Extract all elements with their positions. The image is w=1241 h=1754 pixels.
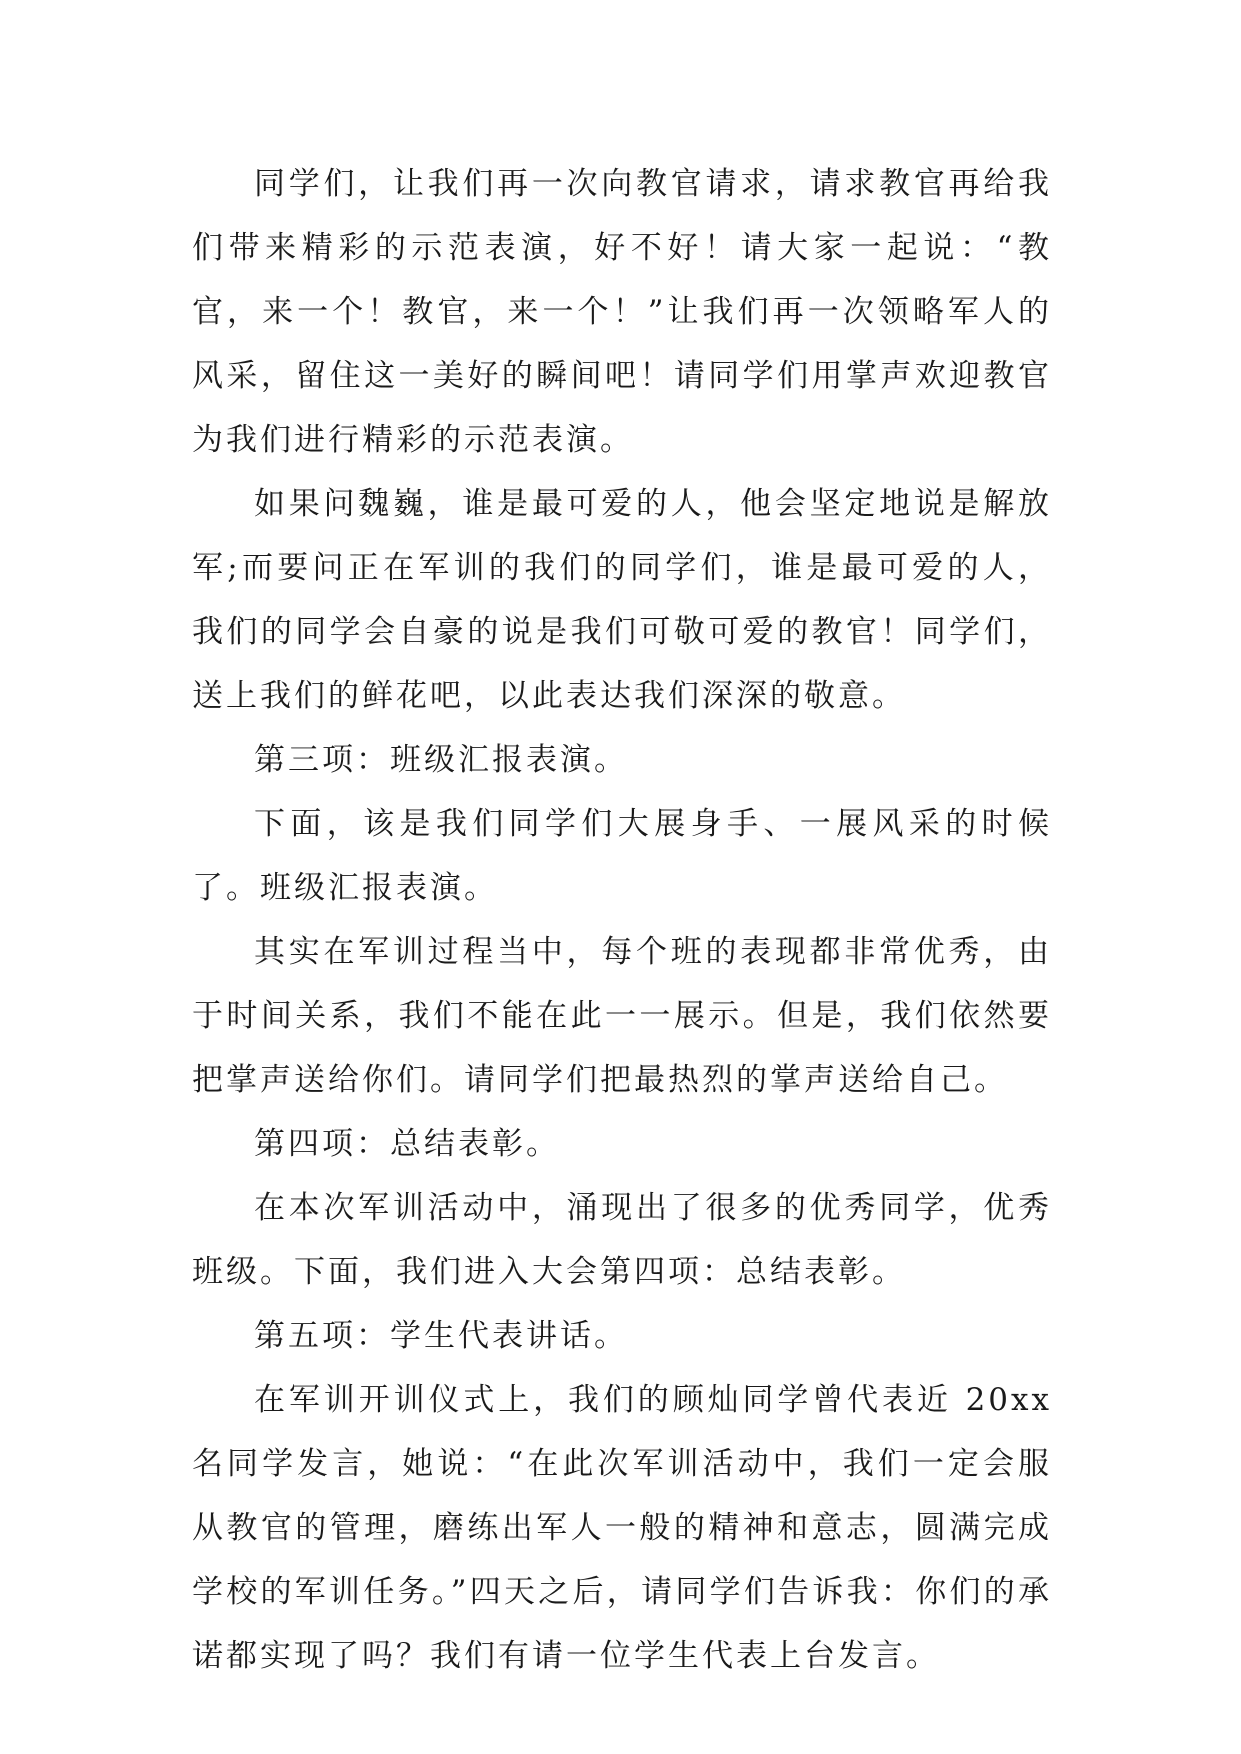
paragraph-item-five-heading: 第五项：学生代表讲话。 bbox=[254, 1318, 628, 1354]
paragraph-item-four-heading: 第四项：总结表彰。 bbox=[254, 1126, 560, 1162]
document-body bbox=[192, 152, 1052, 1688]
paragraph-request-demo: 同学们，让我们再一次向教官请求，请求教官再给我们带来精彩的示范表演，好不好！请大家一起说：“教官，来一个！教官，来一个！”让我们再一次领略军人的风采，留住这一美好的瞬间吧！请同学们用掌声欢迎教官为我们进行精彩的示范表演。 bbox=[192, 166, 1052, 458]
paragraph-item-three-heading: 第三项：班级汇报表演。 bbox=[254, 742, 628, 778]
paragraph-student-speech: 在军训开训仪式上，我们的顾灿同学曾代表近 20xx 名同学发言，她说：“在此次军训活动中，我们一定会服从教官的管理，磨练出军人一般的精神和意志，圆满完成学校的军训任务。”四天之后，请同学们告诉我：你们的承诺都实现了吗？我们有请一位学生代表上台发言。 bbox=[192, 1382, 1052, 1674]
paragraph-applause: 其实在军训过程当中，每个班的表现都非常优秀，由于时间关系，我们不能在此一一展示。但是，我们依然要把掌声送给你们。请同学们把最热烈的掌声送给自己。 bbox=[192, 934, 1052, 1098]
paragraph-cutest-people: 如果问魏巍，谁是最可爱的人，他会坚定地说是解放军;而要问正在军训的我们的同学们，谁是最可爱的人，我们的同学会自豪的说是我们可敬可爱的教官！同学们，送上我们的鲜花吧，以此表达我们深深的敬意。 bbox=[192, 486, 1052, 714]
paragraph-commendation: 在本次军训活动中，涌现出了很多的优秀同学，优秀班级。下面，我们进入大会第四项：总结表彰。 bbox=[192, 1190, 1052, 1290]
paragraph-class-performance: 下面，该是我们同学们大展身手、一展风采的时候了。班级汇报表演。 bbox=[192, 806, 1052, 906]
